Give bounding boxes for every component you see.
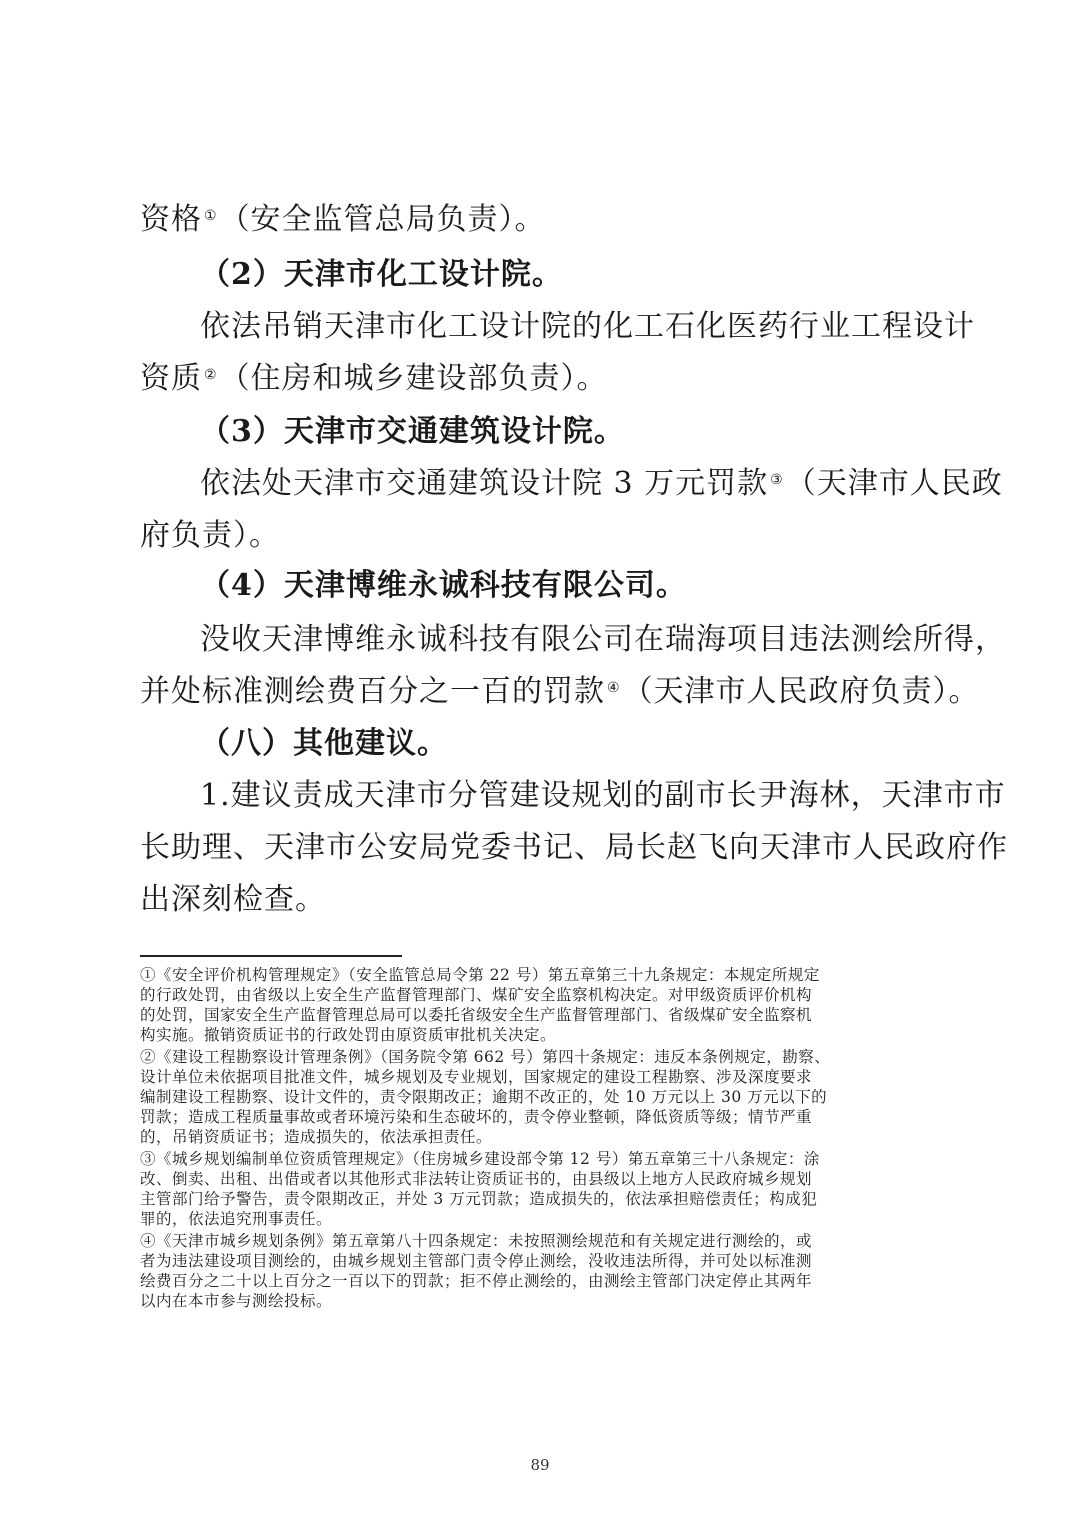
section-heading-3: （3）天津市交通建筑设计院。 [200,414,625,449]
footnote-line: ②《建设工程勘察设计管理条例》（国务院令第 662 号）第四十条规定：违反本条例规定，勘察、 [140,1048,831,1066]
footnote-line: 编制建设工程勘察、设计文件的，责令限期改正；逾期不改正的，处 10 万元以上 30 万元以下的 [140,1088,828,1106]
footnote-line: 罪的，依法追究刑事责任。 [140,1210,333,1228]
text-segment: 资质 [140,361,202,396]
footnote-line: ④《天津市城乡规划条例》第五章第八十四条规定：未按照测绘规范和有关规定进行测绘的，或 [140,1232,813,1250]
footnote-line: 改、倒卖、出租、出借或者以其他形式非法转让资质证书的，由县级以上地方人民政府城乡规划 [140,1170,813,1188]
footnote-line: 设计单位未依据项目批准文件，城乡规划及专业规划，国家规定的建设工程勘察、涉及深度要求 [140,1068,813,1086]
page-number: 89 [530,1456,550,1474]
section-heading-2: （2）天津市化工设计院。 [200,257,563,292]
footnote-line: 的行政处罚，由省级以上安全生产监督管理部门、煤矿安全监察机构决定。对甲级资质评价机构 [140,986,813,1004]
footnote-line: 主管部门给予警告，责令限期改正，并处 3 万元罚款；造成损失的，依法承担赔偿责任；构成犯 [140,1190,818,1208]
footnote-ref-4[interactable]: ④ [607,680,621,696]
body-line: 没收天津博维永诚科技有限公司在瑞海项目违法测绘所得， [200,622,1006,657]
footnote-line: ①《安全评价机构管理规定》（安全监管总局令第 22 号）第五章第三十九条规定：本规定所规定 [140,966,820,984]
body-line [140,672,980,712]
text-segment: 依法处天津市交通建筑设计院 3 万元罚款 [200,466,769,501]
body-line: 长助理、天津市公安局党委书记、局长赵飞向天津市人民政府作 [140,830,1008,865]
footnote-line: 的，吊销资质证书；造成损失的，依法承担责任。 [140,1128,493,1146]
body-line [200,464,1003,504]
body-line: 出深刻检查。 [140,882,326,917]
section-heading-4: （4）天津博维永诚科技有限公司。 [200,568,687,603]
body-line: 府负责）。 [140,518,280,553]
footnote-line: ③《城乡规划编制单位资质管理规定》（住房城乡建设部令第 12 号）第五章第三十八条规定：涂 [140,1150,820,1168]
footnote-ref-1[interactable]: ① [204,208,218,224]
text-segment: （天津市人民政府负责）。 [622,674,980,709]
footnote-line: 以内在本市参与测绘投标。 [140,1292,333,1310]
footnote-line: 的处罚，国家安全生产监督管理总局可以委托省级安全生产监督管理部门、省级煤矿安全监察机 [140,1006,813,1024]
body-line-1 [140,200,940,240]
footnote-line: 构实施。撤销资质证书的行政处罚由原资质审批机关决定。 [140,1026,557,1044]
body-line [140,359,940,399]
body-line: 1.建议责成天津市分管建设规划的副市长尹海林，天津市市 [200,778,1006,813]
footnote-ref-3[interactable]: ③ [770,472,784,488]
footnote-separator [140,955,402,957]
footnote-line: 者为违法建设项目测绘的，由城乡规划主管部门责令停止测绘，没收违法所得，并可处以标准测 [140,1252,813,1270]
section-heading-8: （八）其他建议。 [200,726,448,761]
text-segment: 并处标准测绘费百分之一百的罚款 [140,674,605,709]
text-segment: （天津市人民政 [785,466,1003,501]
text-segment: 资格 [140,202,202,237]
text-segment: （安全监管总局负责）。 [219,202,546,237]
text-segment: （住房和城乡建设部负责）。 [219,361,608,396]
body-line: 依法吊销天津市化工设计院的化工石化医药行业工程设计 [200,309,975,344]
footnote-line: 绘费百分之二十以上百分之一百以下的罚款；拒不停止测绘的，由测绘主管部门决定停止其两年 [140,1272,813,1290]
footnote-line: 罚款；造成工程质量事故或者环境污染和生态破坏的，责令停业整顿，降低资质等级；情节严重 [140,1108,813,1126]
footnote-ref-2[interactable]: ② [204,367,218,383]
